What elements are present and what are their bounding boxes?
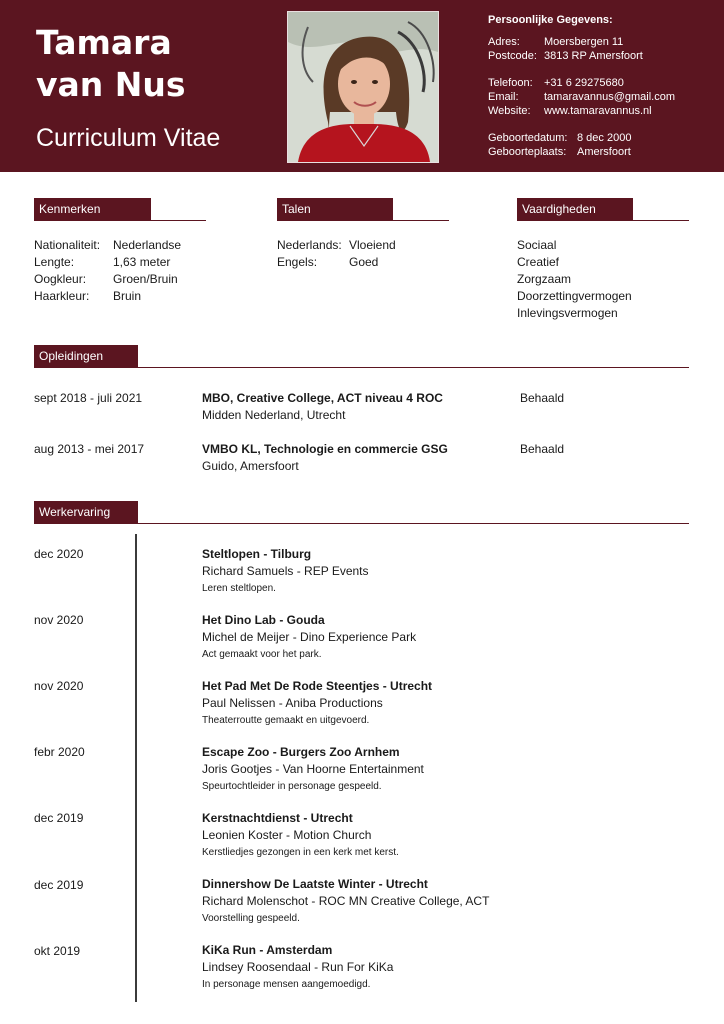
skill-item: Sociaal: [517, 238, 557, 252]
timeline-line: [135, 534, 137, 1002]
work-title: Het Pad Met De Rode Steentjes - Utrecht: [202, 679, 433, 693]
work-org: Joris Gootjes - Van Hoorne Entertainment: [202, 762, 424, 776]
work-date: dec 2019: [34, 878, 84, 892]
skill-item: Zorgzaam: [517, 272, 572, 286]
education-period: aug 2013 - mei 2017: [34, 442, 145, 456]
education-sub: Guido, Amersfoort: [202, 459, 299, 473]
section-werkervaring-line: [34, 523, 689, 524]
work-date: dec 2020: [34, 547, 84, 561]
birthdate-label: Geboortedatum:: [488, 132, 568, 144]
postcode-row: [488, 49, 643, 63]
kenmerk-label: Oogkleur:: [34, 272, 87, 286]
kenmerk-label: Lengte:: [34, 255, 75, 269]
postcode-label: Postcode:: [488, 50, 537, 62]
work-desc: Speurtochtleider in personage gespeeld.: [202, 781, 382, 792]
skill-item: Creatief: [517, 255, 560, 269]
education-period: sept 2018 - juli 2021: [34, 391, 143, 405]
education-title: VMBO KL, Technologie en commercie GSG: [202, 442, 448, 456]
section-vaardigheden-line: [517, 220, 689, 221]
kenmerk-label: Nationaliteit:: [34, 238, 101, 252]
personal-details-title: Persoonlijke Gegevens:: [488, 14, 613, 26]
kenmerk-value: Groen/Bruin: [113, 272, 178, 286]
section-kenmerken-title: Kenmerken: [34, 198, 151, 220]
birthplace-value: Amersfoort: [577, 146, 631, 158]
birthdate-row: [488, 131, 631, 145]
work-desc: In personage mensen aangemoedigd.: [202, 979, 371, 990]
person-name: [36, 22, 186, 106]
work-desc: Act gemaakt voor het park.: [202, 649, 322, 660]
website-row: [488, 104, 652, 118]
work-title: Steltlopen - Tilburg: [202, 547, 312, 561]
kenmerk-label: Haarkleur:: [34, 289, 90, 303]
work-date: dec 2019: [34, 811, 84, 825]
skill-item: Doorzettingvermogen: [517, 289, 632, 303]
work-title: Escape Zoo - Burgers Zoo Arnhem: [202, 745, 400, 759]
phone-value: +31 6 29275680: [544, 77, 624, 89]
language-level: Vloeiend: [349, 238, 396, 252]
section-opleidingen-title: Opleidingen: [34, 345, 138, 367]
language-label: Nederlands:: [277, 238, 342, 252]
postcode-value: 3813 RP Amersfoort: [544, 50, 643, 62]
birthplace-row: [488, 145, 631, 159]
profile-photo: [287, 11, 439, 163]
work-date: febr 2020: [34, 745, 85, 759]
work-org: Lindsey Roosendaal - Run For KiKa: [202, 960, 394, 974]
work-title: Het Dino Lab - Gouda: [202, 613, 325, 627]
work-date: nov 2020: [34, 613, 84, 627]
kenmerk-value: Nederlandse: [113, 238, 182, 252]
phone-row: [488, 76, 624, 90]
work-date: nov 2020: [34, 679, 84, 693]
address-value: Moersbergen 11: [544, 36, 624, 48]
education-sub: Midden Nederland, Utrecht: [202, 408, 346, 422]
portrait-illustration: [288, 12, 438, 162]
website-label: Website:: [488, 105, 531, 117]
name-last: van Nus: [36, 65, 186, 104]
work-org: Paul Nelissen - Aniba Productions: [202, 696, 383, 710]
email-value[interactable]: tamaravannus@gmail.com: [544, 91, 675, 103]
section-talen-line: [277, 220, 449, 221]
work-org: Leonien Koster - Motion Church: [202, 828, 372, 842]
section-talen-title: Talen: [277, 198, 393, 220]
work-title: KiKa Run - Amsterdam: [202, 943, 333, 957]
header-banner: [0, 0, 724, 172]
address-row: [488, 35, 623, 49]
work-title: Dinnershow De Laatste Winter - Utrecht: [202, 877, 428, 891]
work-desc: Voorstelling gespeeld.: [202, 913, 300, 924]
work-desc: Leren steltlopen.: [202, 583, 276, 594]
education-status: Behaald: [520, 442, 565, 456]
section-vaardigheden-title: Vaardigheden: [517, 198, 633, 220]
work-org: Richard Samuels - REP Events: [202, 564, 369, 578]
name-first: Tamara: [36, 23, 172, 62]
work-title: Kerstnachtdienst - Utrecht: [202, 811, 353, 825]
email-row: [488, 90, 675, 104]
education-status: Behaald: [520, 391, 565, 405]
website-value[interactable]: www.tamaravannus.nl: [544, 105, 652, 117]
work-org: Michel de Meijer - Dino Experience Park: [202, 630, 417, 644]
work-date: okt 2019: [34, 944, 81, 958]
phone-label: Telefoon:: [488, 77, 533, 89]
email-label: Email:: [488, 91, 519, 103]
kenmerk-value: Bruin: [113, 289, 142, 303]
section-opleidingen-line: [34, 367, 689, 368]
work-org: Richard Molenschot - ROC MN Creative College, ACT: [202, 894, 490, 908]
kenmerk-value: 1,63 meter: [113, 255, 171, 269]
skill-item: Inlevingsvermogen: [517, 306, 618, 320]
work-desc: Kerstliedjes gezongen in een kerk met kerst.: [202, 847, 399, 858]
birthdate-value: 8 dec 2000: [577, 132, 632, 144]
language-label: Engels:: [277, 255, 318, 269]
section-werkervaring-title: Werkervaring: [34, 501, 138, 523]
section-kenmerken-line: [34, 220, 206, 221]
document-subtitle: Curriculum Vitae: [36, 124, 221, 152]
birthplace-label: Geboorteplaats:: [488, 146, 567, 158]
address-label: Adres:: [488, 36, 520, 48]
education-title: MBO, Creative College, ACT niveau 4 ROC: [202, 391, 443, 405]
work-desc: Theaterroutte gemaakt en uitgevoerd.: [202, 715, 370, 726]
language-level: Goed: [349, 255, 379, 269]
